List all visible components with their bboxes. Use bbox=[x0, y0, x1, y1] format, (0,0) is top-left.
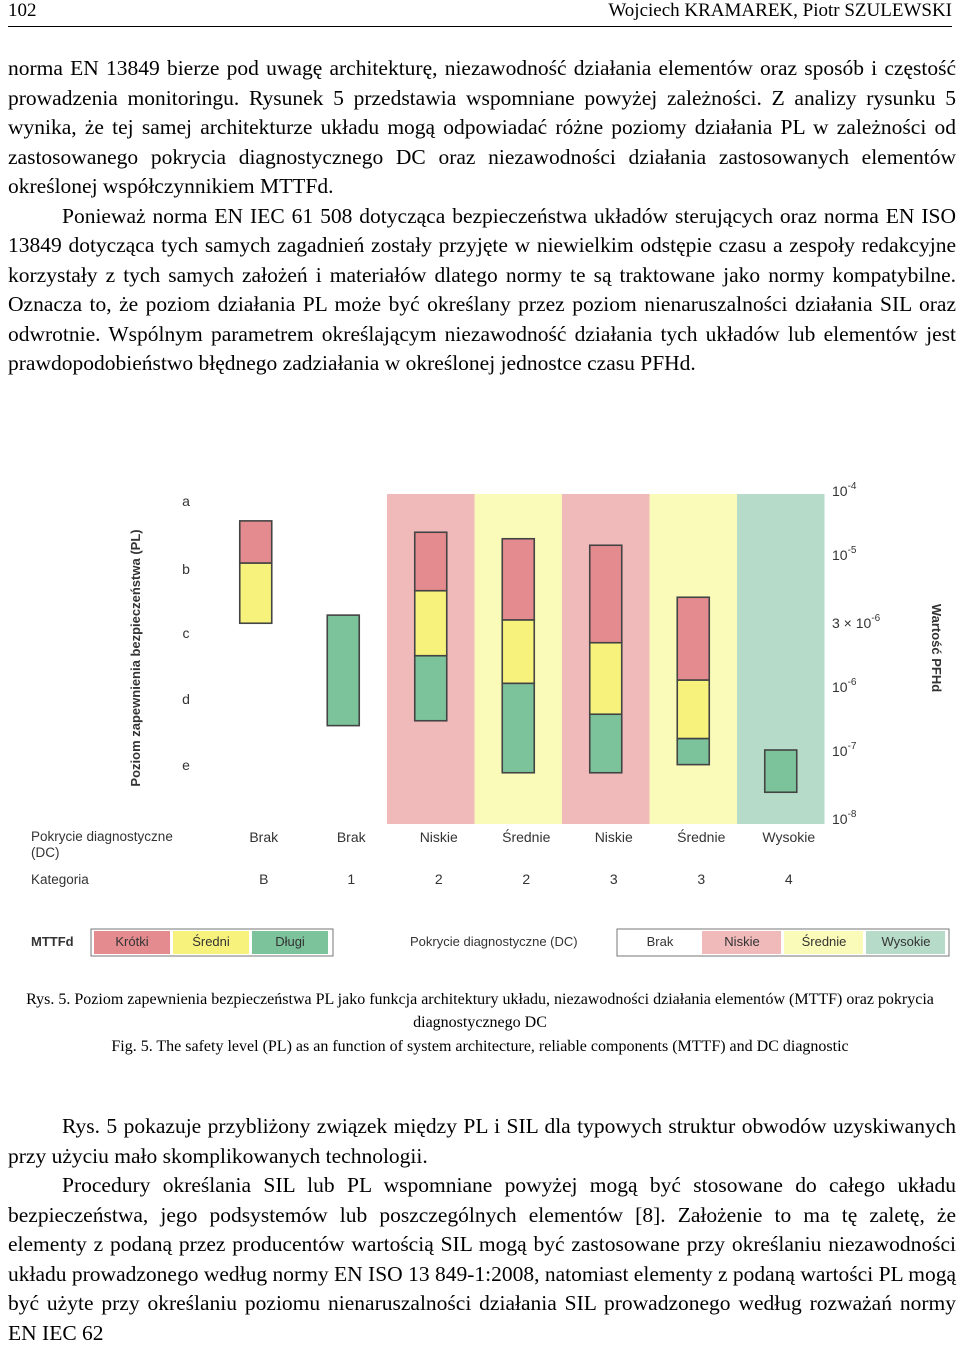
body-text-bottom bbox=[8, 1112, 956, 1348]
bar-segment-long bbox=[415, 656, 447, 721]
pfhd-tick-label: $10^{-8}$ bbox=[832, 809, 857, 827]
paragraph: norma EN 13849 bierze pod uwagę architekturę, niezawodność działania elementów oraz sposób i częstość prowadzenia monitoringu. Rysunek 5 przedstawia wspomniane powyżej zależności. Z analizy rysunku 5 wynika, że tej samej architekturze układu mogą odpowiadać różne poziomy działania PL w zależności od zastosowanego pokrycia diagnostycznego DC oraz niezawodności działania zastosowanych elementów określonej współczynnikiem MTTFd. bbox=[8, 56, 956, 198]
category-row-label: Kategoria bbox=[31, 872, 89, 887]
pfhd-axis bbox=[832, 481, 881, 827]
category-labels bbox=[259, 871, 793, 887]
dc-legend bbox=[410, 929, 949, 956]
pl-axis bbox=[182, 493, 190, 773]
bar-segment-short bbox=[677, 597, 709, 680]
dc-legend-label: Wysokie bbox=[881, 934, 931, 949]
dc-column-label: Niskie bbox=[594, 829, 633, 845]
dc-legend-label: Niskie bbox=[724, 934, 760, 949]
pfhd-tick-label: $3 \times 10^{-6}$ bbox=[832, 613, 881, 631]
pfhd-tick-label: $10^{-5}$ bbox=[832, 545, 857, 563]
dc-column-label: Średnie bbox=[677, 829, 726, 845]
mttfd-legend bbox=[31, 929, 333, 956]
bar-segment-short bbox=[590, 545, 622, 643]
bar-segment-short bbox=[415, 532, 447, 591]
bar-segment-medium bbox=[502, 620, 534, 683]
category-label: 2 bbox=[434, 871, 443, 887]
paragraph: Ponieważ norma EN IEC 61 508 dotycząca bezpieczeństwa układów sterujących oraz norma EN ISO 13849 dotycząca tych samych zagadnień zostały przyjęte w niewielkim odstępie czasu a zespoły redakcyjne korzystały z tych samych założeń i materiałów dlatego normy te są traktowane jako normy kompatybilne. Oznacza to, że poziom działania PL może być określany przez poziom nienaruszalności działania SIL oraz odwrotnie. Wspólnym parametrem określającym niezawodność działania tych układów lub elementów jest prawdopodobieństwo błędnego zadziałania w określonej jednostce czasu PFHd. bbox=[8, 203, 956, 375]
dc-row-label: Pokrycie diagnostyczne (DC) bbox=[31, 829, 173, 860]
y-axis-title: Poziom zapewnienia bezpieczeństwa (PL) bbox=[128, 529, 143, 787]
figure-caption-en: Fig. 5. The safety level (PL) as an function of system architecture, reliable components (MTTF) and DC diagnostic bbox=[111, 1038, 849, 1055]
page-number: 102 bbox=[8, 0, 37, 21]
mttfd-legend-label: Średni bbox=[192, 934, 230, 949]
mttfd-legend-title: MTTFd bbox=[31, 934, 74, 949]
dc-legend-label: Średnie bbox=[801, 934, 847, 949]
bar-segment-medium bbox=[677, 680, 709, 739]
bar-segment-medium bbox=[240, 563, 272, 623]
dc-legend-title: Pokrycie diagnostyczne (DC) bbox=[410, 934, 578, 949]
category-label: 1 bbox=[347, 871, 356, 887]
figure-5 bbox=[20, 478, 950, 962]
bar-segment-medium bbox=[590, 643, 622, 715]
paragraph: Procedury określania SIL lub PL wspomniane powyżej mogą być stosowane do całego układu bezpieczeństwa, jego podsystemów lub poszczególnych elementów [8]. Założenie to ma tę zaletę, że elementy z podaną przez producentów wartością SIL mogą być zastosowane przy określaniu niezawodności układu prowadzonego według normy EN ISO 13 849-1:2008, natomiast elementy z podaną wartości PL mogą być użyte przy określaniu poziomu nienaruszalności działania SIL prowadzonego według rozważań normy EN IEC 62 bbox=[8, 1173, 956, 1345]
paragraph: Rys. 5 pokazuje przybliżony związek między PL i SIL dla typowych struktur obwodów uzyskiwanych przy użyciu mało skomplikowanych technologii. bbox=[8, 1114, 956, 1168]
category-label: B bbox=[259, 871, 269, 887]
bar-segment-long bbox=[677, 739, 709, 765]
dc-labels bbox=[249, 828, 815, 845]
dc-column-label: Wysokie bbox=[762, 829, 816, 845]
bar-segment-short bbox=[240, 521, 272, 563]
mttfd-legend-label: Długi bbox=[275, 934, 305, 949]
right-axis-title: Wartość PFHd bbox=[929, 603, 944, 693]
pl-level-label: a bbox=[182, 493, 190, 509]
figure-caption-pl: Rys. 5. Poziom zapewnienia bezpieczeństwa PL jako funkcja architektury układu, niezawodności działania elementów (MTTF) oraz pokrycia diagnostycznego DC bbox=[26, 991, 934, 1031]
pfhd-tick-label: $10^{-4}$ bbox=[832, 481, 857, 499]
bar-segment-long bbox=[327, 615, 359, 726]
bar-segment-long bbox=[502, 683, 534, 772]
dc-column-label: Brak bbox=[249, 829, 279, 845]
category-label: 2 bbox=[522, 871, 531, 887]
bar-segment-medium bbox=[415, 591, 447, 656]
mttfd-legend-label: Krótki bbox=[115, 934, 149, 949]
pfhd-tick-label: $10^{-7}$ bbox=[832, 741, 857, 759]
running-head-authors: Wojciech KRAMAREK, Piotr SZULEWSKI bbox=[608, 0, 952, 21]
pfhd-tick-label: $10^{-6}$ bbox=[832, 677, 857, 695]
pl-level-label: d bbox=[182, 691, 190, 707]
pl-level-label: b bbox=[182, 561, 190, 577]
pl-chart bbox=[20, 478, 950, 962]
bar-segment-long bbox=[590, 714, 622, 773]
pl-level-label: c bbox=[182, 625, 190, 641]
dc-legend-label: Brak bbox=[646, 934, 674, 949]
category-label: 4 bbox=[784, 871, 793, 887]
bar-segment-short bbox=[502, 539, 534, 620]
category-label: 3 bbox=[609, 871, 618, 887]
dc-column-label: Średnie bbox=[502, 829, 551, 845]
running-head bbox=[8, 0, 952, 27]
body-text-top bbox=[8, 54, 956, 379]
dc-column-label: Brak bbox=[336, 829, 366, 845]
bar-segment-long bbox=[765, 750, 797, 792]
category-label: 3 bbox=[697, 871, 706, 887]
pl-level-label: e bbox=[182, 757, 190, 773]
dc-column-label: Niskie bbox=[419, 829, 458, 845]
